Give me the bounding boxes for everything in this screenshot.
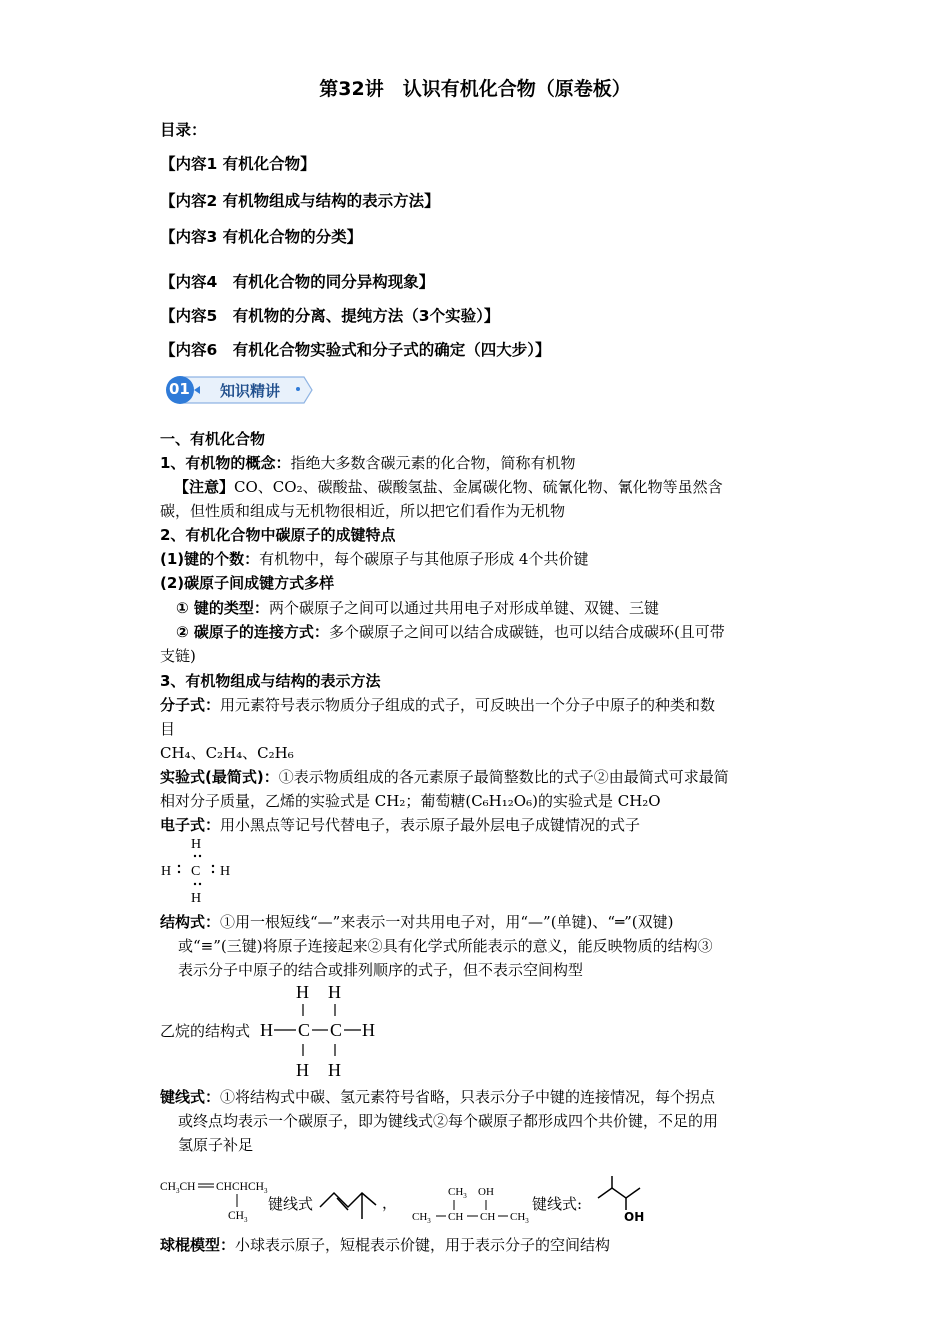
para-structural-formula: 结构式：①用一根短线“—”来表示一对共用电子对，用“—”(单键)、“═”(双键) <box>160 913 674 931</box>
para-structural-formula-cont-2: 表示分子中原子的结合或排列顺序的式子，但不表示空间构型 <box>178 961 584 979</box>
toc-item-6: 【内容6 有机化合物实验式和分子式的确定（四大步）】 <box>160 341 551 359</box>
svg-text:H: H <box>328 982 341 1002</box>
para-empirical-formula-cont: 相对分子质量，乙烯的实验式是 CH₂；葡萄糖(C₆H₁₂O₆)的实验式是 CH₂O <box>160 792 661 810</box>
svg-text:H: H <box>362 1020 375 1040</box>
molecular-formula-example: CH₄、C₂H₄、C₂H₆ <box>160 744 294 762</box>
svg-text:H: H <box>191 837 202 852</box>
section-3-heading: 3、有机物组成与结构的表示方法 <box>160 672 381 690</box>
para-note: 【注意】CO、CO₂、碳酸盐、碳酸氢盐、金属碳化物、硫氰化物、氰化物等虽然含 <box>174 478 723 496</box>
svg-text:H: H <box>161 864 172 879</box>
svg-text:H: H <box>220 864 231 879</box>
toc-item-2: 【内容2 有机物组成与结构的表示方法】 <box>160 192 440 210</box>
para-molecular-formula: 分子式：用元素符号表示物质分子组成的式子，可反映出一个分子中原子的种类和数 <box>160 696 716 714</box>
para-ball-stick-model: 球棍模型：小球表示原子，短棍表示价键，用于表示分子的空间结构 <box>160 1236 611 1254</box>
svg-text:H: H <box>296 1060 309 1080</box>
svg-text:CH3: $CH_3$ <box>448 1186 467 1200</box>
svg-text:CH: CH <box>448 1211 464 1223</box>
para-empirical-formula: 实验式(最简式)：①表示物质组成的各元素原子最简整数比的式子②由最简式可求最简 <box>160 768 729 786</box>
methane-electron-formula-diagram <box>158 834 238 906</box>
para-molecular-formula-cont: 目 <box>160 720 176 738</box>
condensed-formula-example-1 <box>158 1175 270 1225</box>
svg-text:OH: OH <box>478 1186 494 1198</box>
para-skeletal-formula-cont-1: 或终点均表示一个碳原子，即为键线式②每个碳原子都形成四个共价键，不足的用 <box>178 1112 719 1130</box>
toc-item-4: 【内容4 有机化合物的同分异构现象】 <box>160 273 435 291</box>
badge-number: 01 <box>169 380 190 398</box>
hydroxyl-label: OH <box>624 1210 645 1224</box>
ethane-structural-formula-diagram <box>258 980 383 1080</box>
svg-text:H: H <box>328 1060 341 1080</box>
para-note-cont: 碳，但性质和组成与无机物很相近，所以把它们看作为无机物 <box>160 502 566 520</box>
para-skeletal-formula: 键线式：①将结构式中碳、氢元素符号省略，只表示分子中键的连接情况，每个拐点 <box>160 1088 716 1106</box>
para-concept: 1、有机物的概念：指绝大多数含碳元素的化合物，简称有机物 <box>160 454 576 472</box>
svg-text:CH3CH: $CH_3CH$ <box>160 1181 196 1195</box>
skeletal-example-label-1: 键线式 <box>268 1195 314 1213</box>
page-title: 第32讲 认识有机化合物（原卷板） <box>319 78 631 100</box>
svg-text:H: H <box>260 1020 273 1040</box>
para-bond-connection-cont: 支链) <box>160 647 196 665</box>
badge-dot <box>296 387 300 391</box>
para-bond-connection: ② 碳原子的连接方式：多个碳原子之间可以结合成碳链，也可以结合成碳环(且可带 <box>176 623 725 641</box>
toc-item-1: 【内容1 有机化合物】 <box>160 155 316 173</box>
ethane-label: 乙烷的结构式 <box>160 1022 251 1040</box>
para-skeletal-formula-cont-2: 氢原子补足 <box>178 1136 254 1154</box>
svg-text:H: H <box>296 982 309 1002</box>
svg-text:CH: CH <box>480 1211 496 1223</box>
para-electron-formula: 电子式：用小黑点等记号代替电子，表示原子最外层电子成键情况的式子 <box>160 816 641 834</box>
condensed-formula-example-2 <box>410 1182 532 1228</box>
section-1-heading: 一、有机化合物 <box>160 430 266 448</box>
para-bond-count: (1)键的个数：有机物中，每个碳原子与其他原子形成 4个共价键 <box>160 550 589 568</box>
svg-text:C: C <box>191 864 201 879</box>
svg-text:CH3: $CH_3$ <box>228 1210 248 1224</box>
section-badge <box>164 374 314 406</box>
para-bond-variety: (2)碳原子间成键方式多样 <box>160 574 335 592</box>
skeletal-example-label-2: 键线式: <box>532 1195 583 1213</box>
para-bond-type: ① 键的类型：两个碳原子之间可以通过共用电子对形成单键、双键、三键 <box>176 599 659 617</box>
svg-text:C: C <box>330 1020 343 1040</box>
skeletal-formula-example-1 <box>318 1183 380 1223</box>
toc-heading: 目录： <box>160 121 207 139</box>
svg-text:CH3: $CH_3$ <box>412 1211 431 1225</box>
para-structural-formula-cont-1: 或“≡”(三键)将原子连接起来②具有化学式所能表示的意义，能反映物质的结构③ <box>178 937 713 955</box>
svg-text:CHCHCH3: $CHCHCH_3$ <box>216 1181 268 1195</box>
svg-text:C: C <box>298 1020 311 1040</box>
svg-text:H: H <box>191 891 202 906</box>
svg-text:CH3: $CH_3$ <box>510 1211 529 1225</box>
toc-item-3: 【内容3 有机化合物的分类】 <box>160 228 363 246</box>
para-bonding-heading: 2、有机化合物中碳原子的成键特点 <box>160 526 396 544</box>
separator-comma: ， <box>382 1194 398 1212</box>
badge-label: 知识精讲 <box>220 382 281 400</box>
toc-item-5: 【内容5 有机物的分离、提纯方法（3个实验）】 <box>160 307 500 325</box>
